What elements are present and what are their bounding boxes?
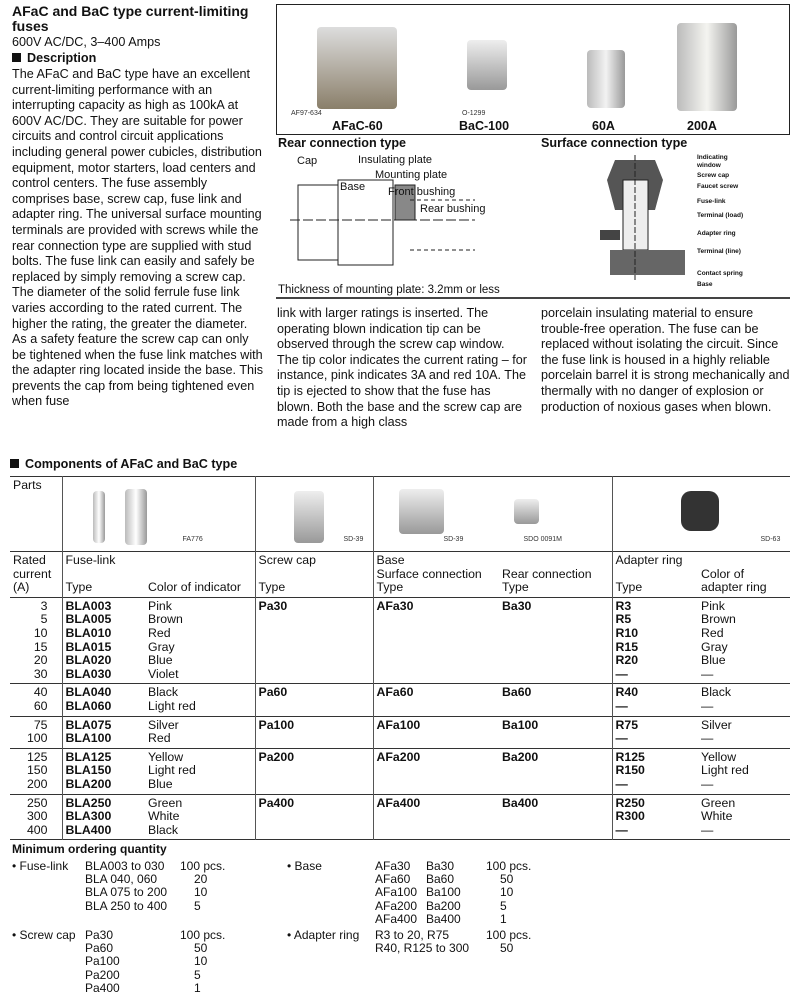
ordering-qty: 5	[194, 967, 201, 982]
label-rear-bushing: Rear bushing	[420, 203, 486, 215]
rear-cell: Ba400	[502, 795, 539, 810]
ordering-item: Ba400	[426, 911, 461, 926]
rear-cell: Ba100	[502, 717, 539, 732]
rated-cell: 75	[33, 717, 48, 732]
header-base: Base	[376, 553, 405, 567]
rated-cell: 150	[26, 763, 48, 778]
ring-cell: R125	[615, 749, 645, 764]
fuse-cell: BLA060	[65, 698, 112, 713]
photo-ref: O-1299	[462, 110, 486, 117]
bac-100-photo	[467, 40, 507, 90]
surface-cell: AFa400	[376, 795, 421, 810]
ordering-qty: 1	[500, 911, 507, 926]
bullet-square-icon	[12, 53, 21, 62]
ordering-qty: 10	[194, 954, 208, 969]
components-heading	[10, 457, 237, 473]
ring_color-cell: Red	[701, 625, 724, 640]
color-cell: Yellow	[148, 749, 184, 764]
label-mounting-plate: Mounting plate	[375, 169, 448, 181]
ring_color-cell: Gray	[701, 639, 728, 654]
rear-cell: Ba60	[502, 685, 532, 700]
ordering-qty: 5	[194, 898, 201, 913]
label-base: Base	[340, 181, 366, 193]
ring_color-cell: —	[701, 698, 714, 713]
ordering-item: Pa60	[85, 941, 114, 956]
product-photos	[276, 4, 790, 135]
fuse-cell: BLA040	[65, 685, 112, 700]
photo-ref: SD-39	[443, 536, 464, 543]
ordering-item: Ba100	[426, 885, 461, 900]
photo-caption: 60A	[592, 119, 615, 133]
ordering-heading: Minimum ordering quantity	[12, 842, 167, 856]
header-rated: Rated current (A)	[13, 553, 52, 595]
ring-cell: R20	[615, 653, 639, 668]
color-cell: Black	[148, 822, 179, 837]
label-adapter-ring: Adapter ring	[697, 230, 736, 237]
rated-cell: 40	[33, 685, 48, 700]
header-rear: Rear connection	[502, 566, 592, 581]
description-heading-text: Description	[27, 51, 97, 65]
surface-cell: AFa60	[376, 685, 414, 700]
photo-ref: SD-39	[343, 536, 364, 543]
ordering-item: Pa30	[85, 928, 114, 942]
components-table	[10, 476, 790, 840]
ordering-item: AFa200	[375, 898, 418, 913]
label-terminal-line: Terminal (line)	[697, 248, 741, 255]
afac-60-photo	[317, 27, 397, 109]
ring_color-cell: —	[701, 666, 714, 681]
ordering-item: AFa60	[375, 872, 411, 887]
surface-connection-diagram	[595, 155, 690, 280]
ordering-item: Ba60	[426, 872, 455, 887]
ring_color-cell: Brown	[701, 612, 736, 627]
ring_color-cell: —	[701, 776, 714, 791]
photo-ref: FA776	[182, 536, 203, 543]
rated-cell: 200	[26, 776, 48, 791]
ring-cell: —	[615, 822, 628, 837]
label-screw-cap: Screw cap	[697, 172, 730, 179]
surface-cell: AFa100	[376, 717, 421, 732]
ring-cell: R40	[615, 685, 639, 700]
fuse-cell: BLA300	[65, 809, 112, 824]
header-adapter: Adapter ring	[615, 553, 683, 567]
cap-cell: Pa400	[258, 795, 295, 810]
header-row	[10, 552, 790, 598]
rated-cell: 300	[26, 809, 48, 824]
rated-cell: 20	[33, 653, 48, 668]
page-title: AFaC and BaC type current-limiting fuses	[12, 3, 249, 34]
ring-cell: R150	[615, 763, 645, 778]
ring-cell: R10	[615, 625, 639, 640]
rear-connection-heading: Rear connection type	[278, 136, 407, 150]
ring_color-cell: Black	[701, 685, 732, 700]
header-type: Type	[258, 580, 286, 595]
ordering-qty: 50	[500, 872, 514, 887]
header-surface: Surface connection	[376, 566, 482, 581]
rated-cell: 5	[40, 612, 48, 627]
ordering-item: Pa200	[85, 967, 120, 982]
description-heading	[12, 51, 96, 67]
color-cell: Blue	[148, 776, 173, 791]
ordering-qty: 50	[194, 941, 208, 956]
surface-connection-heading: Surface connection type	[541, 136, 688, 150]
mounting-plate-note: Thickness of mounting plate: 3.2mm or less	[278, 284, 500, 296]
header-type: Type	[376, 580, 404, 595]
rated-cell: 3	[40, 598, 48, 613]
ordering-qty: 100 pcs.	[486, 928, 532, 942]
fuse-cell: BLA030	[65, 666, 112, 681]
photo-ref: SDO 0091M	[523, 536, 563, 543]
label-contact-spring: Contact spring	[697, 270, 743, 277]
color-cell: Pink	[148, 598, 172, 613]
fuse-cell: BLA150	[65, 763, 112, 778]
ring_color-cell: Light red	[701, 763, 749, 778]
ring_color-cell: Pink	[701, 598, 725, 613]
parts-label: Parts	[13, 478, 42, 492]
ordering-qty: 20	[194, 872, 208, 887]
fuse-cell: BLA003	[65, 598, 112, 613]
surface-cell: AFa30	[376, 598, 414, 613]
color-cell: Light red	[148, 698, 196, 713]
photo-caption: AFaC-60	[332, 119, 383, 133]
components-heading-text: Components of AFaC and BaC type	[25, 457, 238, 471]
cap-cell: Pa100	[258, 717, 295, 732]
ordering-item: Ba200	[426, 898, 461, 913]
fuse-cell: BLA005	[65, 612, 112, 627]
header-color-ring: Color of adapter ring	[701, 566, 767, 595]
fuse-cell: BLA015	[65, 639, 112, 654]
header-type: Type	[65, 580, 93, 595]
ring-cell: R75	[615, 717, 639, 732]
description-col3: porcelain insulating material to ensure trouble-free operation. The fuse can be replaced without isolating the circuit. Since the fuse link is housed in a highly reliable porcelain barrel it is strong mechanically and thermally with no danger of explosion or production of noxious gases when blown.	[541, 306, 790, 414]
table-row-group	[10, 748, 790, 794]
ordering-item: Pa100	[85, 954, 120, 969]
ordering-item: AFa30	[375, 859, 411, 873]
ring-cell: R5	[615, 612, 632, 627]
ring_color-cell: —	[701, 822, 714, 837]
ring_color-cell: Yellow	[701, 749, 737, 764]
photo-caption: BaC-100	[459, 119, 510, 133]
surface-cell: AFa200	[376, 749, 421, 764]
color-cell: Gray	[148, 639, 175, 654]
rated-cell: 125	[26, 749, 48, 764]
table-row-group	[10, 597, 790, 684]
ring_color-cell: —	[701, 731, 714, 746]
rated-cell: 400	[26, 822, 48, 837]
photo-caption: 200A	[687, 119, 717, 133]
description-col2: link with larger ratings is inserted. The operating blown indication tip can be observed through the screw cap window. The tip color indicates the current rating – for instance, pink indicates 3A and red 10A. The tip is ejected to show that the fuse has blown. Both the base and the screw cap are made from a high class	[277, 306, 527, 430]
ordering-item: Ba30	[426, 859, 455, 873]
ordering-item: BLA 075 to 200	[85, 885, 168, 900]
photo-ref: AF97-634	[291, 110, 322, 117]
fuse-cell: BLA010	[65, 625, 112, 640]
ring-cell: —	[615, 776, 628, 791]
fuse-cell: BLA200	[65, 776, 112, 791]
ring_color-cell: Silver	[701, 717, 732, 732]
ordering-item: R3 to 20, R75	[375, 928, 450, 942]
color-cell: Light red	[148, 763, 196, 778]
ring-cell: R3	[615, 598, 632, 613]
label-insulating-plate: Insulating plate	[358, 154, 432, 166]
ring-cell: R300	[615, 809, 645, 824]
photo-ref: SD-63	[760, 536, 781, 543]
ordering-item: BLA 040, 060	[85, 872, 158, 887]
fuse-60a-photo	[587, 50, 625, 108]
color-cell: Red	[148, 731, 171, 746]
label-base: Base	[697, 281, 713, 288]
ring-cell: R250	[615, 795, 645, 810]
cap-cell: Pa200	[258, 749, 295, 764]
ring_color-cell: White	[701, 809, 733, 824]
table-row-group	[10, 716, 790, 748]
ordering-qty: 10	[500, 885, 514, 900]
ordering-qty: 5	[500, 898, 507, 913]
base-label: • Base	[287, 859, 322, 873]
rated-cell: 100	[26, 731, 48, 746]
cap-cell: Pa60	[258, 685, 288, 700]
color-cell: Brown	[148, 612, 183, 627]
ordering-item: Pa400	[85, 980, 120, 995]
color-cell: Blue	[148, 653, 173, 668]
rated-cell: 30	[33, 666, 48, 681]
color-cell: White	[148, 809, 180, 824]
ring_color-cell: Blue	[701, 653, 726, 668]
label-indicating-window: Indicating window	[697, 154, 728, 169]
ring_color-cell: Green	[701, 795, 736, 810]
ordering-qty: 10	[194, 885, 208, 900]
ordering-item: AFa100	[375, 885, 418, 900]
color-cell: Red	[148, 625, 171, 640]
ordering-qty: 100 pcs.	[180, 928, 226, 942]
ordering-item: BLA003 to 030	[85, 859, 165, 873]
screwcap-label: • Screw cap	[12, 928, 76, 942]
color-cell: Silver	[148, 717, 179, 732]
ring-cell: —	[615, 666, 628, 681]
label-faucet-screw: Faucet screw	[697, 183, 739, 190]
color-cell: Violet	[148, 666, 179, 681]
cap-cell: Pa30	[258, 598, 288, 613]
ordering-item: BLA 250 to 400	[85, 898, 168, 913]
divider	[276, 297, 790, 299]
fuse-cell: BLA075	[65, 717, 112, 732]
color-cell: Black	[148, 685, 179, 700]
table-row-group	[10, 684, 790, 716]
description-col1: The AFaC and BaC type have an excellent current-limiting performance with an interrupting capacity as high as 100kA at 600V AC/DC. They are suitable for power circuits and control circuit applications including general power cubicles, distribution equipment, motor starters, load centers and control centers. The fuse assembly comprises base, screw cap, fuse link and adapter ring. The universal surface mounting terminals are provided with screws while the rear connection type are supplied with stud bolts. The fuse link can easily and safely be replaced by simply removing a screw cap. The diameter of the solid ferrule fuse link varies according to the rated current. The higher the rating, the greater the diameter. As a safety feature the screw cap can only be tightened when the fuse link matches with the adapter ring located inside the base. This prevents the cap from being tightened even when fuse	[12, 67, 264, 409]
label-fuse-link: Fuse-link	[697, 198, 726, 205]
rear-cell: Ba30	[502, 598, 532, 613]
fuse-cell: BLA400	[65, 822, 112, 837]
ordering-qty: 50	[500, 941, 514, 956]
header-color-indicator: Color of indicator	[148, 580, 241, 595]
table-row-group	[10, 794, 790, 840]
label-terminal-load: Terminal (load)	[697, 212, 744, 219]
subtitle: 600V AC/DC, 3–400 Amps	[12, 35, 161, 49]
rated-cell: 250	[26, 795, 48, 810]
ordering-item: R40, R125 to 300	[375, 941, 470, 956]
ordering-qty: 100 pcs.	[486, 859, 532, 873]
fuse-cell: BLA250	[65, 795, 112, 810]
parts-photo-row	[10, 477, 790, 552]
rated-cell: 10	[33, 625, 48, 640]
rated-cell: 15	[33, 639, 48, 654]
ring-cell: —	[615, 698, 628, 713]
ordering-item: AFa400	[375, 911, 418, 926]
fuse-cell: BLA020	[65, 653, 112, 668]
fuselink-label: • Fuse-link	[12, 859, 69, 873]
header-type: Type	[502, 580, 529, 595]
header-screwcap: Screw cap	[258, 553, 316, 567]
ring-cell: —	[615, 731, 628, 746]
adapter-label: • Adapter ring	[287, 928, 360, 942]
fuse-cell: BLA125	[65, 749, 112, 764]
header-fuselink: Fuse-link	[65, 553, 116, 567]
rear-cell: Ba200	[502, 749, 539, 764]
bullet-square-icon	[10, 459, 19, 468]
label-front-bushing: Front bushing	[388, 186, 456, 198]
label-cap: Cap	[297, 155, 318, 167]
header-type: Type	[615, 580, 643, 595]
fuse-200a-photo	[677, 23, 737, 111]
ordering-qty: 1	[194, 980, 201, 995]
ring-cell: R15	[615, 639, 639, 654]
rated-cell: 60	[33, 698, 48, 713]
fuse-cell: BLA100	[65, 731, 112, 746]
color-cell: Green	[148, 795, 183, 810]
ordering-qty: 100 pcs.	[180, 859, 226, 873]
